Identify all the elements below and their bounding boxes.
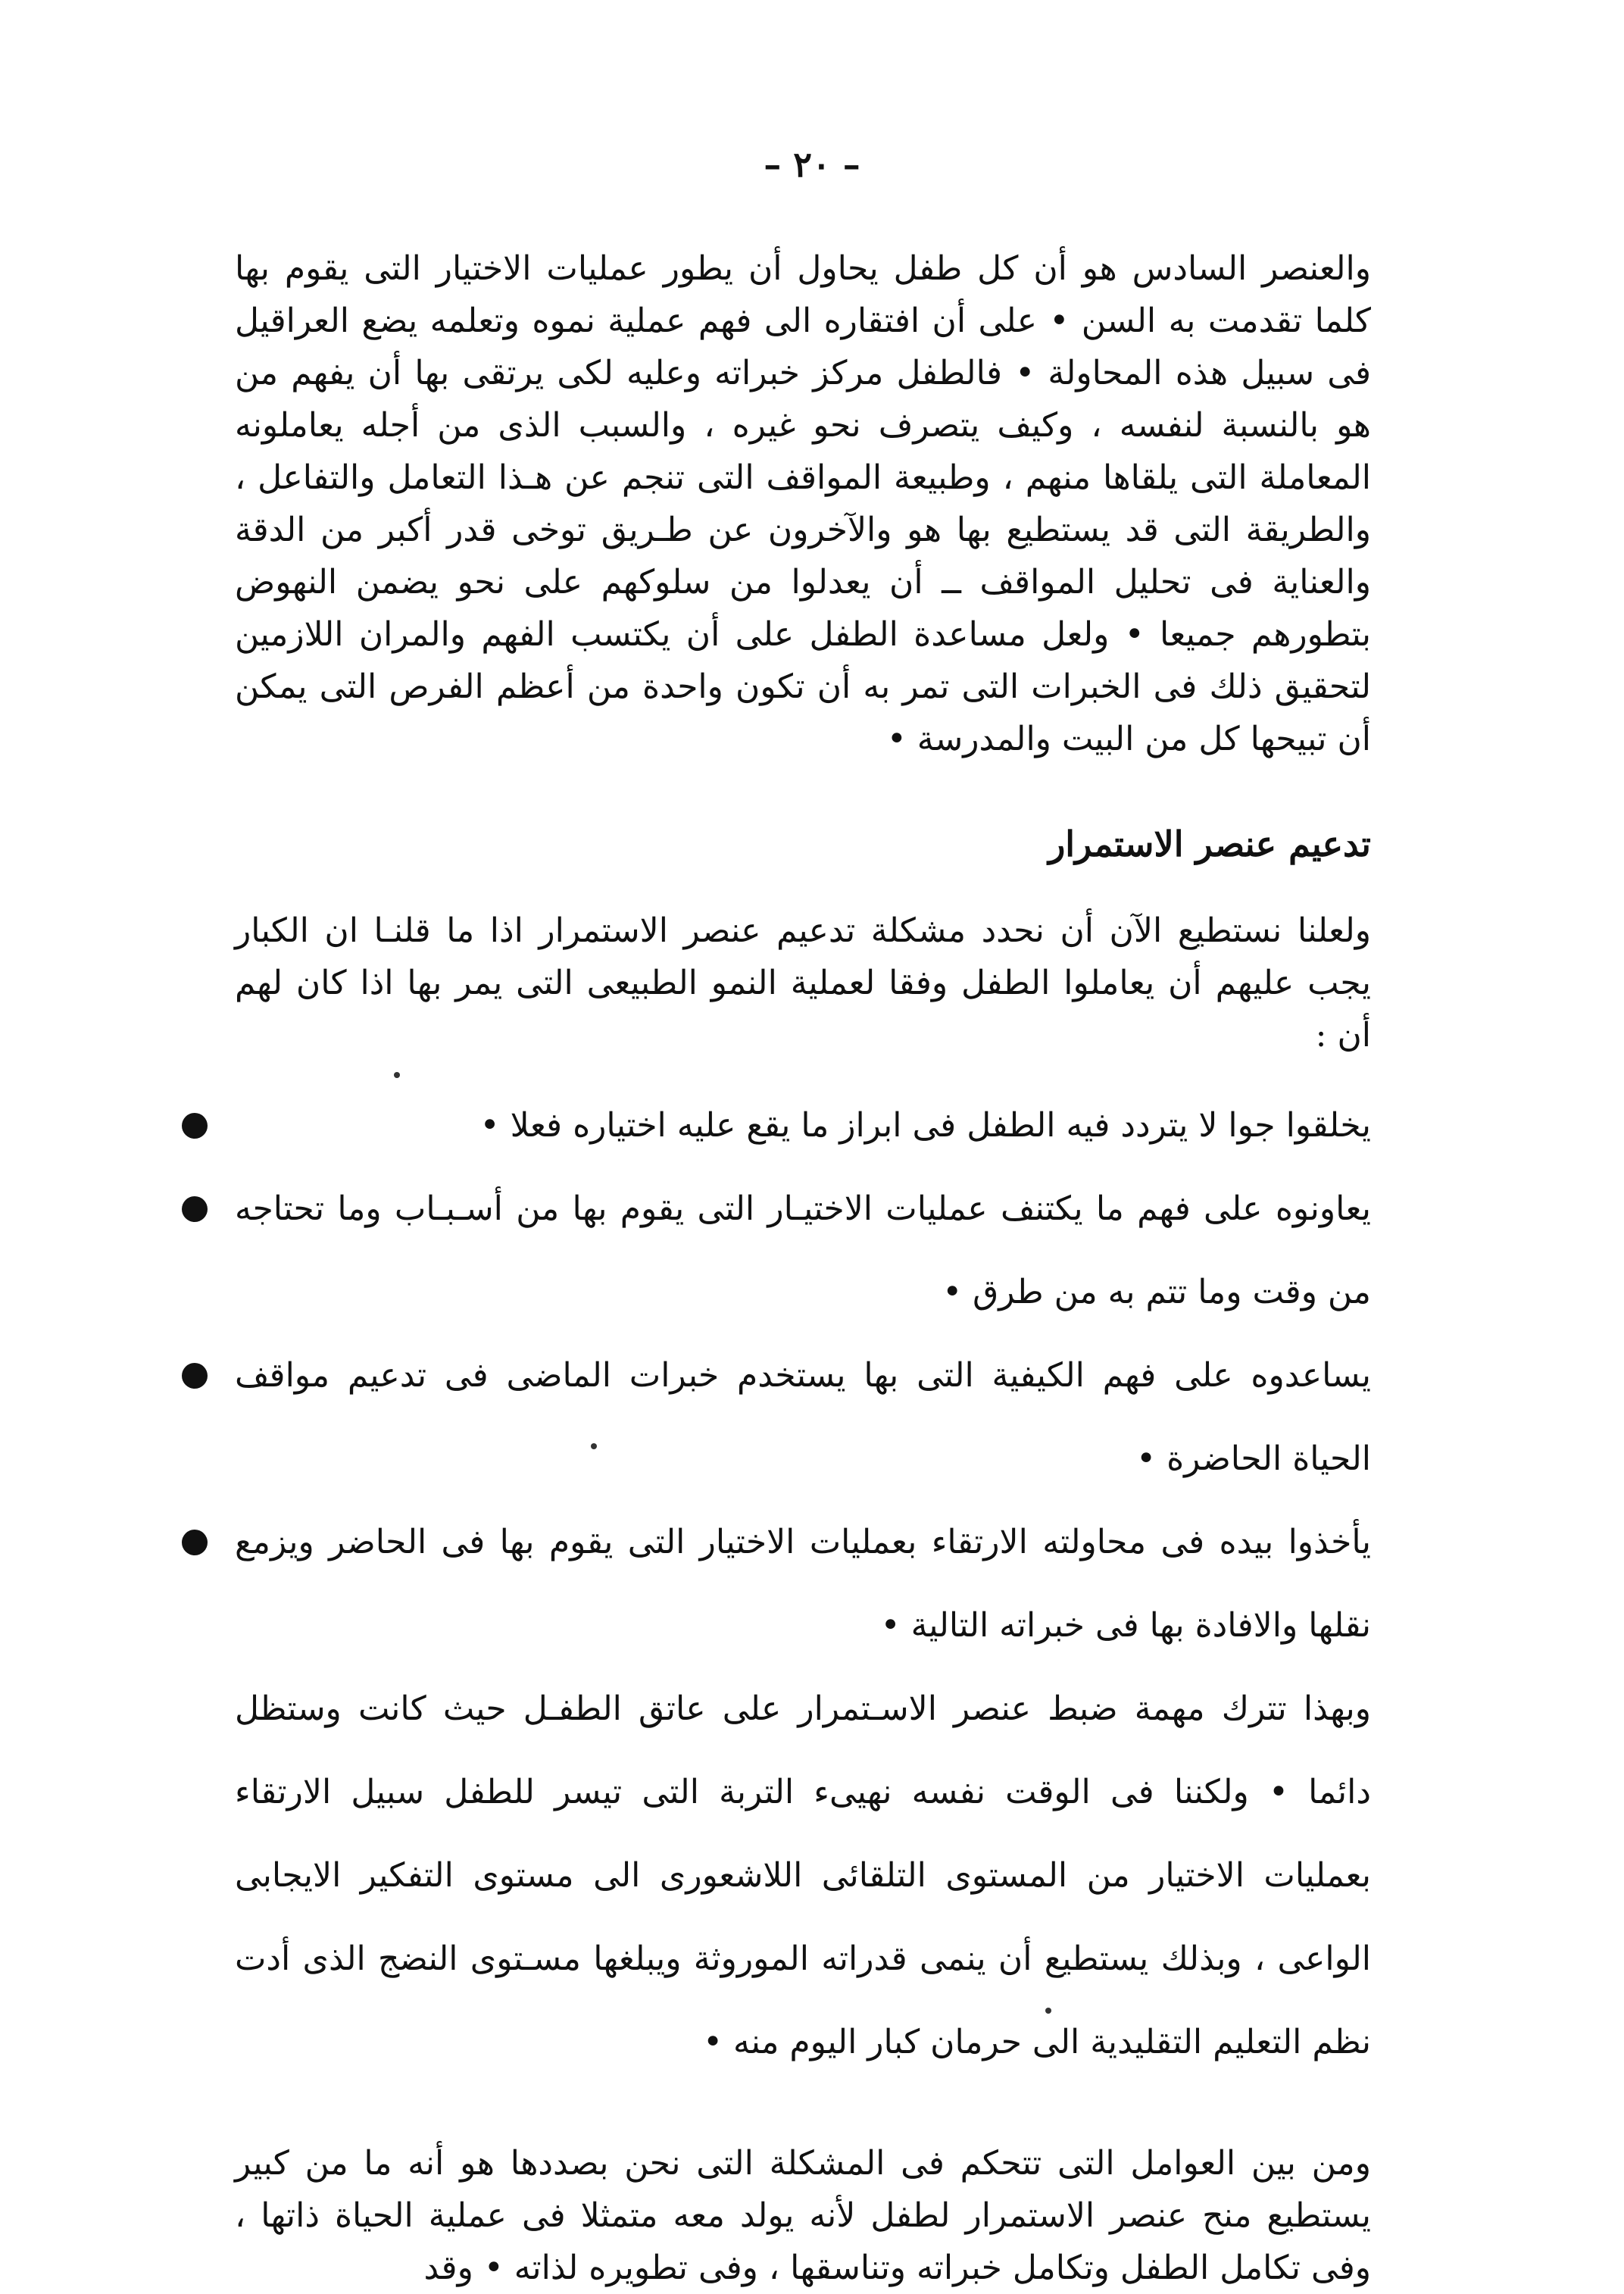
paragraph-continuity-task: وبهذا تترك مهمة ضبط عنصر الاسـتمرار على عاتق الطفـل حيث كانت وستظل دائما • ولكننا فى الوقت نفسه نهيىء التربة التى تيسر للطفل سبيل الارتقاء بعمليات الاختيار من المستوى التلقائى اللاشعورى الى مستوى التفكير الايجابى الواعى ، وبذلك يستطيع أن ينمى قدراته الموروثة ويبلغها مسـتوى النضج الذى أدت نظم التعليم التقليدية الى حرمان كبار اليوم منه • <box>235 1689 1371 2061</box>
paragraph-sixth-element: والعنصر السادس هو أن كل طفل يحاول أن يطور عمليات الاختيار التى يقوم بها كلما تقدمت به السن • على أن افتقاره الى فهم عملية نموه وتعلمه يضع العراقيل فى سبيل هذه المحاولة • فالطفل مركز خبراته وعليه لكى يرتقى بها أن يفهم من هو بالنسبة لنفسه ، وكيف يتصرف نحو غيره ، والسبب الذى من أجله يعاملونه المعاملة التى يلقاها منهم ، وطبيعة المواقف التى تنجم عن هـذا التعامل والتفاعل ، والطريقة التى قد يستطيع بها هو والآخرون عن طـريق توخى قدر أكبر من الدقة والعناية فى تحليل المواقف ــ أن يعدلوا من سلوكهم على نحو يضمن النهوض بتطورهم جميعا • ولعل مساعدة الطفل على أن يكتسب الفهم والمران اللازمين لتحقيق ذلك فى الخبرات التى تمر به أن تكون واحدة من أعظم الفرص التى يمكن أن تبيحها كل من البيت والمدرسة • <box>235 249 1371 758</box>
page-number: – ٢٠ – <box>764 144 860 185</box>
scan-speck <box>1045 2008 1051 2014</box>
scan-speck <box>394 1072 400 1078</box>
list-item-text: يساعدوه على فهم الكيفية التى بها يستخدم خبرات الماضى فى تدعيم مواقف الحياة الحاضرة • <box>235 1356 1371 1478</box>
list-item-text: يأخذوا بيده فى محاولته الارتقاء بعمليات الاختيار التى يقوم بها فى الحاضر ويزمع نقلها والافادة بها فى خبراته التالية • <box>235 1523 1371 1645</box>
page-body <box>235 242 1371 2294</box>
bullet-dot-icon <box>182 1196 208 1222</box>
bullet-dot-icon <box>182 1113 208 1139</box>
paragraph-define-problem: ولعلنا نستطيع الآن أن نحدد مشكلة تدعيم عنصر الاستمرار اذا ما قلنـا ان الكبار يجب عليهم أن يعاملوا الطفل وفقا لعملية النمو الطبيعى التى يمر بها اذا كان لهم أن : <box>235 911 1371 1055</box>
list-item <box>182 1084 1371 1167</box>
bullet-dot-icon <box>182 1530 208 1555</box>
list-item <box>182 1501 1371 1667</box>
list-item-text: يعاونوه على فهم ما يكتنف عمليات الاختيـار التى يقوم بها من أسـبـاب وما تحتاجه من وقت وما تتم به من طرق • <box>235 1189 1371 1311</box>
list-item <box>182 1167 1371 1334</box>
list-item-text: يخلقوا جوا لا يتردد فيه الطفل فى ابراز ما يقع عليه اختياره فعلا • <box>479 1106 1371 1145</box>
scan-speck <box>591 1443 597 1449</box>
paragraph-factors: ومن بين العوامل التى تتحكم فى المشكلة التى نحن بصددها هو أنه ما من كبير يستطيع منح عنصر الاستمرار لطفل لأنه يولد معه متمثلا فى عملية الحياة ذاتها ، وفى تكامل الطفل وتكامل خبراته وتناسقها ، وفى تطويره لذاته • وقد <box>235 2144 1371 2287</box>
list-item <box>182 1334 1371 1501</box>
section-heading: تدعيم عنصر الاستمرار <box>1048 824 1371 864</box>
spacer <box>235 2084 1371 2137</box>
bullet-list <box>235 1084 1371 1667</box>
bullet-dot-icon <box>182 1363 208 1389</box>
